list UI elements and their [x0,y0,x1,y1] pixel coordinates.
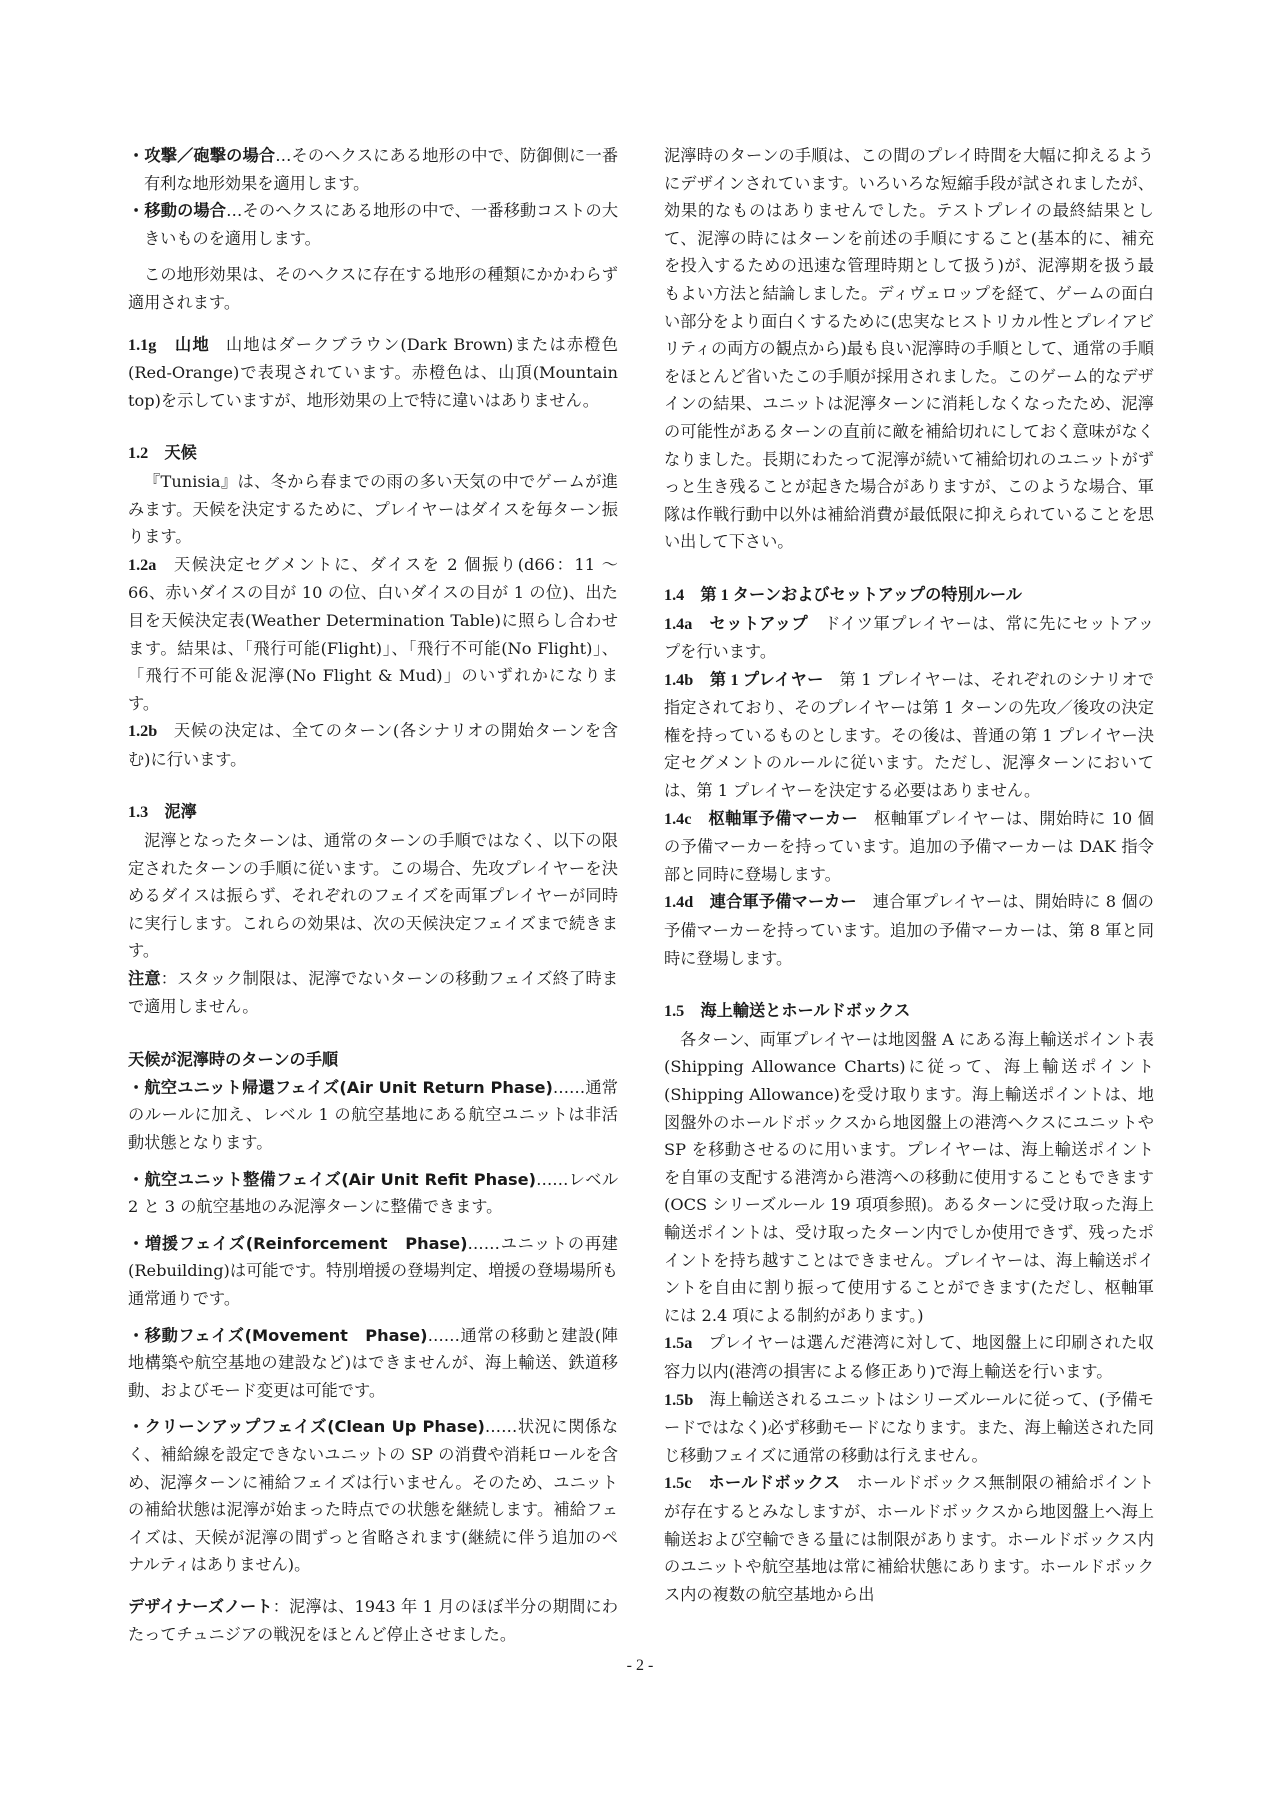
rule-1-2b: 1.2b 天候の決定は、全てのターン(各シナリオの開始ターンを含む)に行います。 [128,721,618,769]
section-1-5-intro: 各ターン、両軍プレイヤーは地図盤 A にある海上輸送ポイント表(Shipping Allowance Charts)に従って、海上輸送ポイント(Shipping Allowance)を受け取ります。海上輸送ポイントは、地図盤外のホールドボックスから地図盤上の港湾ヘクスにユニットや SP を移動させるのに用います。プレイヤーは、海上輸送ポイントを自軍の支配する港湾から港湾への移動に使用することもできます(OCS シリーズルール 19 項項参照)。あるターンに受け取った海上輸送ポイントは、受け取ったターン内でしか使用できず、残ったポイントを持ち越すことはできません。プレイヤーは、海上輸送ポイントを自由に割り振って使用することができます(ただし、枢軸軍には 2.4 項による制約があります。) [664,1029,1154,1325]
rule-1-5c: 1.5c ホールドボックス ホールドボックス無制限の補給ポイントが存在するとみなしますが、ホールドボックスから地図盤上へ海上輸送および空輸できる量には制限があります。ホールドボックス内のユニットや航空基地は常に補給状態にあります。ホールドボックス内の複数の航空基地から出 [664,1473,1155,1604]
rule-1-4d: 1.4d 連合軍予備マーカー 連合軍プレイヤーは、開始時に 8 個の予備マーカーを持っています。追加の予備マーカーは、第 8 軍と同時に登場します。 [664,892,1154,968]
rule-1-5b: 1.5b 海上輸送されるユニットはシリーズルールに従って、(予備モードではなく)必ず移動モードになります。また、海上輸送された同じ移動フェイズに通常の移動は行えません。 [664,1389,1154,1465]
section-1-2-intro: 『Tunisia』は、冬から春までの雨の多い天気の中でゲームが進みます。天候を決定するために、プレイヤーはダイスを毎ターン振ります。 [128,471,618,547]
phase-movement: ・移動フェイズ(Movement Phase)……通常の移動と建設(陣地構築や航空基地の建設など)はできませんが、海上輸送、鉄道移動、およびモード変更は可能です。 [128,1325,618,1400]
phase-air-refit: ・航空ユニット整備フェイズ(Air Unit Refit Phase)……レベル 2 と 3 の航空基地のみ泥濘ターンに整備できます。 [128,1169,619,1217]
phase-reinforcement: ・増援フェイズ(Reinforcement Phase)……ユニットの再建(Rebuilding)は可能です。特別増援の登場判定、増援の登場場所も通常通りです。 [128,1233,618,1308]
left-column [128,142,618,1648]
right-column [664,142,1154,1608]
section-1-3-title: 1.3 泥濘 [128,803,197,822]
bullet-attack: ・攻撃／砲撃の場合…そのヘクスにある地形の中で、防御側に一番有利な地形効果を適用します。 [128,146,619,193]
section-1-4-title: 1.4 第 1 ターンおよびセットアップの特別ルール [664,585,1022,604]
terrain-note: この地形効果は、そのヘクスに存在する地形の種類にかかわらず適用されます。 [128,265,618,312]
note: 注意：スタック制限は、泥濘でないターンの移動フェイズ終了時まで適用しません。 [128,969,619,1016]
rule-1-4b: 1.4b 第 1 プレイヤー 第 1 プレイヤーは、それぞれのシナリオで指定されており、そのプレイヤーは第 1 ターンの先攻／後攻の決定権を持っているものとします。その後は、普通の第 1 プレイヤー決定セグメントのルールに従います。ただし、泥濘ターンにおいては、第 1 プレイヤーを決定する必要はありません。 [664,669,1155,801]
designers-note: デザイナーズノート：泥濘は、1943 年 1 月のほぼ半分の期間にわたってチュニジアの戦況をほとんど停止させました。 [128,1596,618,1644]
page-number: - 2 - [626,1657,654,1674]
rule-1-5a: 1.5a プレイヤーは選んだ港湾に対して、地図盤上に印刷された収容力以内(港湾の損害による修正あり)で海上輸送を行います。 [664,1333,1154,1381]
section-1-2-title: 1.2 天候 [128,444,197,463]
section-1-5-title: 1.5 海上輸送とホールドボックス [664,1002,911,1021]
designers-note-continued: 泥濘時のターンの手順は、この間のプレイ時間を大幅に抑えるようにデザインされています。いろいろな短縮手段が試されましたが、効果的なものはありませんでした。テストプレイの最終結果として、泥濘の時にはターンを前述の手順にすること(基本的に、補充を投入するための迅速な管理時期として扱う)が、泥濘期を扱う最もよい方法と結論しました。ディヴェロップを経て、ゲームの面白い部分をより面白くするために(忠実なヒストリカル性とプレイアビリティの両方の観点から)最も良い泥濘時の手順として、通常の手順をほとんど省いたこの手順が採用されました。このゲーム的なデザインの結果、ユニットは泥濘ターンに消耗しなくなったため、泥濘の可能性があるターンの直前に敵を補給切れにしておく意味がなくなりました。長期にわたって泥濘が続いて補給切れのユニットがずっと生き残ることが起きた場合がありますが、このような場合、軍隊は作戦行動中以外は補給消費が最低限に抑えられていることを思い出して下さい。 [664,146,1154,552]
section-1-3-text: 泥濘となったターンは、通常のターンの手順ではなく、以下の限定されたターンの手順に従います。この場合、先攻プレイヤーを決めるダイスは振らず、それぞれのフェイズを両軍プレイヤーが同時に実行します。これらの効果は、次の天候決定フェイズまで続きます。 [128,831,618,961]
rule-1-4a: 1.4a セットアップ ドイツ軍プレイヤーは、常に先にセットアップを行います。 [664,613,1154,662]
rule-1-2a: 1.2a 天候決定セグメントに、ダイスを 2 個振り(d66：11 〜 66、赤いダイスの目が 10 の位、白いダイスの目が 1 の位)、出た目を天候決定表(Weather Determination Table)に照らし合わせます。結果は、「飛行可能(Flight)」、「飛行不可能(No Flight)」、「飛行不可能＆泥濘(No Flight & Mud)」のいずれかになります。 [128,554,618,713]
rule-1-1g: 1.1g 山地 山地はダークブラウン(Dark Brown)または赤橙色(Red-Orange)で表現されています。赤橙色は、山頂(Mountain top)を示していますが、地形効果の上で特に違いはありません。 [128,334,618,410]
bullet-movement: ・移動の場合…そのヘクスにある地形の中で、一番移動コストの大きいものを適用します。 [128,201,619,248]
rule-1-4c: 1.4c 枢軸軍予備マーカー 枢軸軍プレイヤーは、開始時に 10 個の予備マーカーを持っています。追加の予備マーカーは DAK 指令部と同時に登場します。 [664,808,1154,884]
phase-clean-up: ・クリーンアップフェイズ(Clean Up Phase)……状況に関係なく、補給線を設定できないユニットの SP の消費や消耗ロールを含め、泥濘ターンに補給フェイズは行いません。そのため、ユニットの補給状態は泥濘が始まった時点での状態を継続します。補給フェイズは、天候が泥濘の間ずっと省略されます(継続に伴う追加のペナルティはありません)。 [128,1417,619,1575]
mud-procedure-title: 天候が泥濘時のターンの手順 [128,1050,339,1070]
phase-air-return: ・航空ユニット帰還フェイズ(Air Unit Return Phase)……通常のルールに加え、レベル 1 の航空基地にある航空ユニットは非活動状態となります。 [128,1077,618,1152]
